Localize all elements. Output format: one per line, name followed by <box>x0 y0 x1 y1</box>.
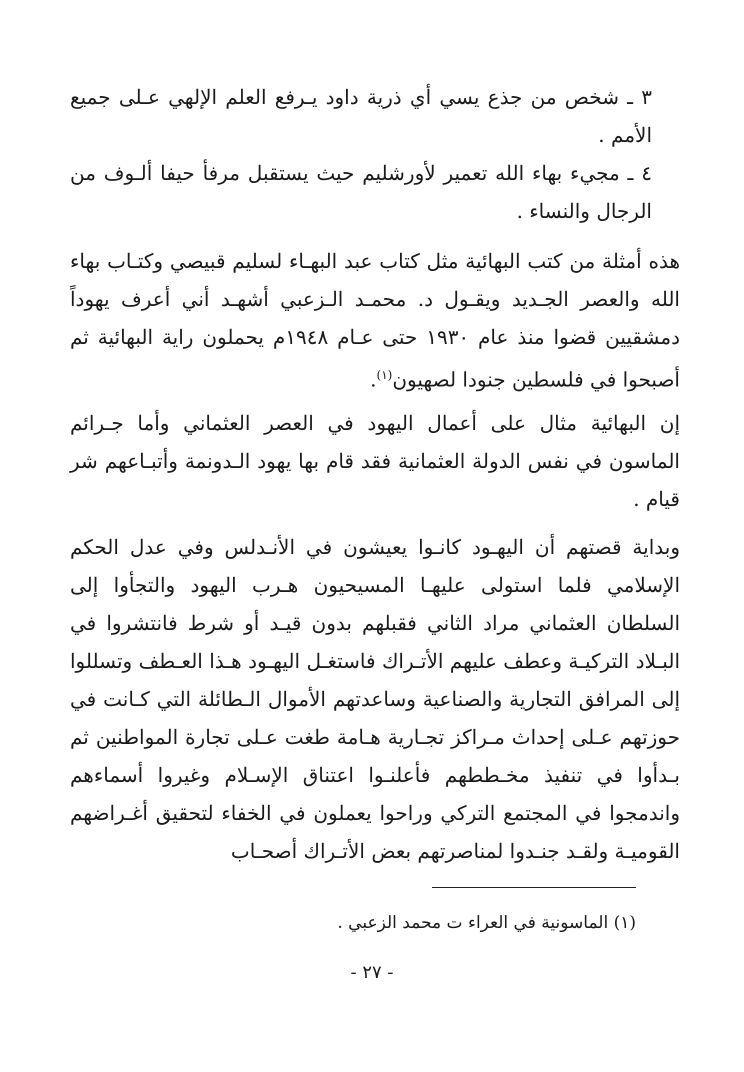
paragraph-text: وبداية قصتهم أن اليهـود كانـوا يعيشون في الأنـدلس وفي عدل الحكم الإسلامي فلما استولى عليهـا المسيحيون هـرب اليهود والتجأوا إلى السلطان العثماني مراد الثاني فقبلهم بدون قيـد أو شرط فانتشروا في البـلاد التركيـة وعطف عليهم الأتـراك فاستغـل اليهـود هـذا العـطف وتسللوا إلى المرافق التجارية والصناعية وساعدتهم الأموال الـطائلة التي كـانت في حوزتهم عـلى إحداث مـراكز تجـارية هـامة طغت عـلى تجارة المواطنين ثم بـدأوا في تنفيذ مخـططهم فأعلنـوا اعتناق الإسـلام وغيروا أسماءهم واندمجوا في المجتمع التركي وراحوا يعملون في الخفاء لتحقيق أغـراضهم القوميـة ولقـد جنـدوا لمناصرتهم بعض الأتـراك أصحـاب <box>70 535 680 863</box>
paragraph-text: إن البهائية مثال على أعمال اليهود في العصر العثماني وأما جـرائم الماسون في نفس الدولة العثمانية فقد قام بها يهود الـدونمة وأتبـاعهم شر قيام . <box>70 411 680 511</box>
footnote-divider <box>432 887 636 888</box>
paragraph-bahaism <box>70 404 680 518</box>
paragraph-text: هذه أمثلة من كتب البهائية مثل كتاب عبد البهـاء لسليم قبيصي وكتـاب بهاء الله والعصر الجـديد ويقـول د. محمـد الـزعبي أشهـد أني أعرف يهوداً دمشقيين قضوا منذ عام ١٩٣٠ حتى عـام ١٩٤٨م يحملون راية البهائية ثم أصبحوا في فلسطين جنودا لصهيون <box>70 249 680 392</box>
paragraph-story <box>70 528 680 870</box>
list-item-text: ٣ ـ شخص من جذع يسي أي ذرية داود يـرفع العلم الإلهي عـلى جميع الأمم . <box>70 85 652 147</box>
paragraph-examples <box>70 242 680 399</box>
page-number: - ٢٧ - <box>350 962 394 983</box>
footnote-reference: (١) <box>376 368 393 382</box>
paragraph-tail: . <box>370 367 377 392</box>
footnote <box>70 908 636 938</box>
list-item-text: ٤ ـ مجيء بهاء الله تعمير لأورشليم حيث يستقبل مرفأ حيفا ألـوف من الرجال والنساء . <box>70 161 652 223</box>
list-item-4 <box>70 154 652 230</box>
list-item-3 <box>70 78 652 154</box>
footnote-text: (١) الماسونية في العراء ت محمد الزعبي . <box>337 913 636 933</box>
